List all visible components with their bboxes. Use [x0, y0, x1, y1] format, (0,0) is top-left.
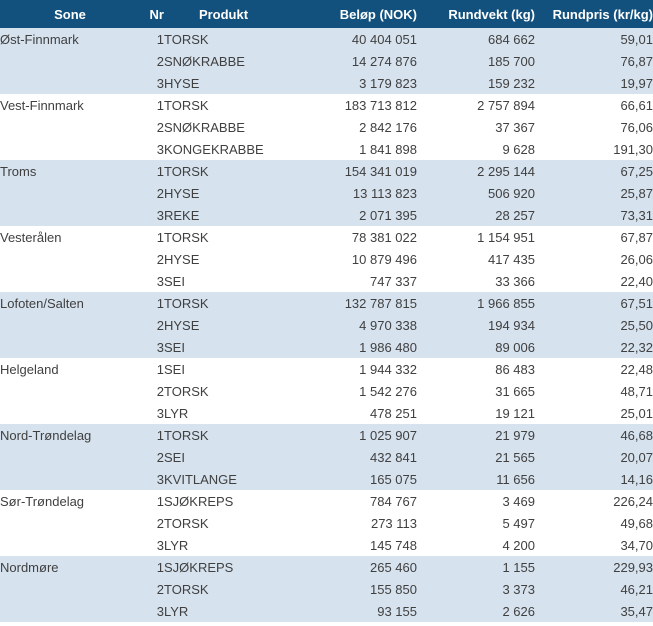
column-header-belop[interactable]: Beløp (NOK)	[283, 0, 417, 28]
cell-sone	[0, 314, 140, 336]
cell-nr: 2	[140, 380, 164, 402]
cell-sone: Helgeland	[0, 358, 140, 380]
table-row	[0, 160, 653, 182]
cell-produkt: HYSE	[164, 72, 283, 94]
cell-rundvekt: 86 483	[417, 358, 535, 380]
cell-belop: 1 944 332	[283, 358, 417, 380]
cell-produkt: SEI	[164, 446, 283, 468]
cell-nr: 1	[140, 226, 164, 248]
cell-rundvekt: 194 934	[417, 314, 535, 336]
cell-nr: 2	[140, 182, 164, 204]
cell-rundvekt: 417 435	[417, 248, 535, 270]
cell-rundpris: 25,01	[535, 402, 653, 424]
cell-sone	[0, 468, 140, 490]
table-row	[0, 534, 653, 556]
cell-belop: 747 337	[283, 270, 417, 292]
cell-belop: 155 850	[283, 578, 417, 600]
column-header-nr[interactable]: Nr	[140, 0, 164, 28]
cell-nr: 1	[140, 160, 164, 182]
cell-nr: 3	[140, 534, 164, 556]
cell-belop: 78 381 022	[283, 226, 417, 248]
table-row	[0, 94, 653, 116]
cell-belop: 145 748	[283, 534, 417, 556]
cell-nr: 1	[140, 556, 164, 578]
cell-rundpris: 25,87	[535, 182, 653, 204]
cell-belop: 784 767	[283, 490, 417, 512]
cell-rundpris: 67,51	[535, 292, 653, 314]
cell-belop: 273 113	[283, 512, 417, 534]
cell-belop: 14 274 876	[283, 50, 417, 72]
cell-rundpris: 46,68	[535, 424, 653, 446]
cell-nr: 1	[140, 424, 164, 446]
header-row	[0, 0, 653, 28]
cell-produkt: TORSK	[164, 380, 283, 402]
cell-nr: 1	[140, 358, 164, 380]
cell-belop: 132 787 815	[283, 292, 417, 314]
table-row	[0, 446, 653, 468]
cell-belop: 2 842 176	[283, 116, 417, 138]
cell-nr: 2	[140, 116, 164, 138]
table-row	[0, 578, 653, 600]
cell-produkt: HYSE	[164, 182, 283, 204]
cell-sone	[0, 116, 140, 138]
cell-nr: 2	[140, 50, 164, 72]
cell-rundpris: 26,06	[535, 248, 653, 270]
cell-sone	[0, 248, 140, 270]
cell-nr: 1	[140, 94, 164, 116]
table-row	[0, 28, 653, 50]
cell-rundpris: 73,31	[535, 204, 653, 226]
cell-nr: 2	[140, 512, 164, 534]
table-row	[0, 336, 653, 358]
cell-sone	[0, 50, 140, 72]
cell-produkt: SNØKRABBE	[164, 50, 283, 72]
cell-rundvekt: 185 700	[417, 50, 535, 72]
cell-rundpris: 34,70	[535, 534, 653, 556]
cell-rundpris: 22,40	[535, 270, 653, 292]
cell-sone: Nord-Trøndelag	[0, 424, 140, 446]
cell-rundpris: 67,25	[535, 160, 653, 182]
cell-rundpris: 46,21	[535, 578, 653, 600]
cell-produkt: KONGEKRABBE	[164, 138, 283, 160]
cell-nr: 2	[140, 248, 164, 270]
cell-rundpris: 226,24	[535, 490, 653, 512]
cell-rundpris: 67,87	[535, 226, 653, 248]
cell-rundpris: 66,61	[535, 94, 653, 116]
cell-produkt: SNØKRABBE	[164, 116, 283, 138]
cell-rundvekt: 506 920	[417, 182, 535, 204]
cell-nr: 2	[140, 314, 164, 336]
table-row	[0, 468, 653, 490]
table-row	[0, 50, 653, 72]
cell-sone	[0, 446, 140, 468]
cell-produkt: TORSK	[164, 424, 283, 446]
table-row	[0, 314, 653, 336]
cell-sone	[0, 578, 140, 600]
cell-rundvekt: 684 662	[417, 28, 535, 50]
column-header-sone[interactable]: Sone	[0, 0, 140, 28]
table-row	[0, 72, 653, 94]
cell-nr: 1	[140, 490, 164, 512]
cell-sone	[0, 534, 140, 556]
cell-rundvekt: 3 373	[417, 578, 535, 600]
cell-belop: 1 542 276	[283, 380, 417, 402]
cell-produkt: TORSK	[164, 94, 283, 116]
cell-rundpris: 59,01	[535, 28, 653, 50]
cell-rundpris: 22,32	[535, 336, 653, 358]
cell-sone: Øst-Finnmark	[0, 28, 140, 50]
cell-rundpris: 76,06	[535, 116, 653, 138]
cell-produkt: KVITLANGE	[164, 468, 283, 490]
cell-rundpris: 49,68	[535, 512, 653, 534]
cell-belop: 1 841 898	[283, 138, 417, 160]
cell-rundpris: 22,48	[535, 358, 653, 380]
cell-belop: 13 113 823	[283, 182, 417, 204]
cell-sone	[0, 600, 140, 622]
cell-produkt: LYR	[164, 402, 283, 424]
cell-sone	[0, 336, 140, 358]
column-header-rundpris[interactable]: Rundpris (kr/kg)	[535, 0, 653, 28]
table-row	[0, 226, 653, 248]
column-header-produkt[interactable]: Produkt	[164, 0, 283, 28]
cell-rundvekt: 159 232	[417, 72, 535, 94]
cell-nr: 3	[140, 600, 164, 622]
table-row	[0, 292, 653, 314]
table-row	[0, 182, 653, 204]
cell-rundvekt: 2 626	[417, 600, 535, 622]
cell-rundpris: 19,97	[535, 72, 653, 94]
table-row	[0, 600, 653, 622]
cell-rundpris: 25,50	[535, 314, 653, 336]
cell-sone	[0, 270, 140, 292]
cell-sone	[0, 402, 140, 424]
cell-belop: 265 460	[283, 556, 417, 578]
table-row	[0, 116, 653, 138]
cell-belop: 478 251	[283, 402, 417, 424]
cell-belop: 40 404 051	[283, 28, 417, 50]
table-row	[0, 204, 653, 226]
cell-produkt: SEI	[164, 358, 283, 380]
cell-belop: 2 071 395	[283, 204, 417, 226]
cell-rundpris: 14,16	[535, 468, 653, 490]
cell-rundvekt: 1 966 855	[417, 292, 535, 314]
cell-belop: 3 179 823	[283, 72, 417, 94]
cell-produkt: SEI	[164, 336, 283, 358]
cell-rundvekt: 9 628	[417, 138, 535, 160]
cell-sone: Nordmøre	[0, 556, 140, 578]
cell-nr: 3	[140, 336, 164, 358]
cell-belop: 165 075	[283, 468, 417, 490]
cell-sone	[0, 182, 140, 204]
cell-nr: 3	[140, 138, 164, 160]
cell-rundvekt: 37 367	[417, 116, 535, 138]
cell-produkt: TORSK	[164, 160, 283, 182]
cell-belop: 93 155	[283, 600, 417, 622]
cell-rundpris: 35,47	[535, 600, 653, 622]
cell-sone	[0, 204, 140, 226]
cell-produkt: HYSE	[164, 314, 283, 336]
table-row	[0, 512, 653, 534]
table-row	[0, 424, 653, 446]
cell-rundpris: 191,30	[535, 138, 653, 160]
cell-produkt: SJØKREPS	[164, 556, 283, 578]
cell-rundvekt: 5 497	[417, 512, 535, 534]
table-body	[0, 28, 653, 622]
cell-sone: Lofoten/Salten	[0, 292, 140, 314]
cell-nr: 2	[140, 578, 164, 600]
cell-rundvekt: 19 121	[417, 402, 535, 424]
cell-rundvekt: 4 200	[417, 534, 535, 556]
cell-produkt: HYSE	[164, 248, 283, 270]
column-header-rundvekt[interactable]: Rundvekt (kg)	[417, 0, 535, 28]
cell-nr: 1	[140, 28, 164, 50]
cell-sone: Troms	[0, 160, 140, 182]
cell-sone	[0, 380, 140, 402]
cell-produkt: LYR	[164, 600, 283, 622]
table-row	[0, 490, 653, 512]
cell-produkt: TORSK	[164, 292, 283, 314]
cell-belop: 1 986 480	[283, 336, 417, 358]
table-row	[0, 402, 653, 424]
cell-belop: 10 879 496	[283, 248, 417, 270]
cell-belop: 1 025 907	[283, 424, 417, 446]
cell-rundpris: 48,71	[535, 380, 653, 402]
cell-produkt: TORSK	[164, 578, 283, 600]
cell-nr: 3	[140, 204, 164, 226]
cell-rundpris: 20,07	[535, 446, 653, 468]
cell-produkt: SEI	[164, 270, 283, 292]
cell-rundvekt: 31 665	[417, 380, 535, 402]
cell-belop: 183 713 812	[283, 94, 417, 116]
cell-sone: Vest-Finnmark	[0, 94, 140, 116]
cell-produkt: SJØKREPS	[164, 490, 283, 512]
cell-rundpris: 229,93	[535, 556, 653, 578]
cell-rundvekt: 1 154 951	[417, 226, 535, 248]
table-row	[0, 380, 653, 402]
cell-rundvekt: 2 757 894	[417, 94, 535, 116]
cell-nr: 3	[140, 270, 164, 292]
table-row	[0, 248, 653, 270]
cell-rundvekt: 21 979	[417, 424, 535, 446]
cell-rundvekt: 11 656	[417, 468, 535, 490]
cell-rundpris: 76,87	[535, 50, 653, 72]
cell-produkt: REKE	[164, 204, 283, 226]
cell-nr: 2	[140, 446, 164, 468]
cell-nr: 3	[140, 468, 164, 490]
cell-rundvekt: 21 565	[417, 446, 535, 468]
cell-rundvekt: 2 295 144	[417, 160, 535, 182]
cell-sone	[0, 138, 140, 160]
cell-produkt: TORSK	[164, 226, 283, 248]
cell-nr: 3	[140, 402, 164, 424]
cell-belop: 432 841	[283, 446, 417, 468]
table-row	[0, 138, 653, 160]
cell-nr: 3	[140, 72, 164, 94]
cell-sone	[0, 512, 140, 534]
cell-produkt: TORSK	[164, 512, 283, 534]
cell-produkt: LYR	[164, 534, 283, 556]
cell-belop: 154 341 019	[283, 160, 417, 182]
cell-sone: Vesterålen	[0, 226, 140, 248]
cell-produkt: TORSK	[164, 28, 283, 50]
cell-rundvekt: 33 366	[417, 270, 535, 292]
cell-rundvekt: 89 006	[417, 336, 535, 358]
table-row	[0, 358, 653, 380]
cell-rundvekt: 1 155	[417, 556, 535, 578]
cell-belop: 4 970 338	[283, 314, 417, 336]
cell-rundvekt: 28 257	[417, 204, 535, 226]
cell-rundvekt: 3 469	[417, 490, 535, 512]
cell-sone: Sør-Trøndelag	[0, 490, 140, 512]
table-row	[0, 556, 653, 578]
cell-nr: 1	[140, 292, 164, 314]
cell-sone	[0, 72, 140, 94]
table-row	[0, 270, 653, 292]
